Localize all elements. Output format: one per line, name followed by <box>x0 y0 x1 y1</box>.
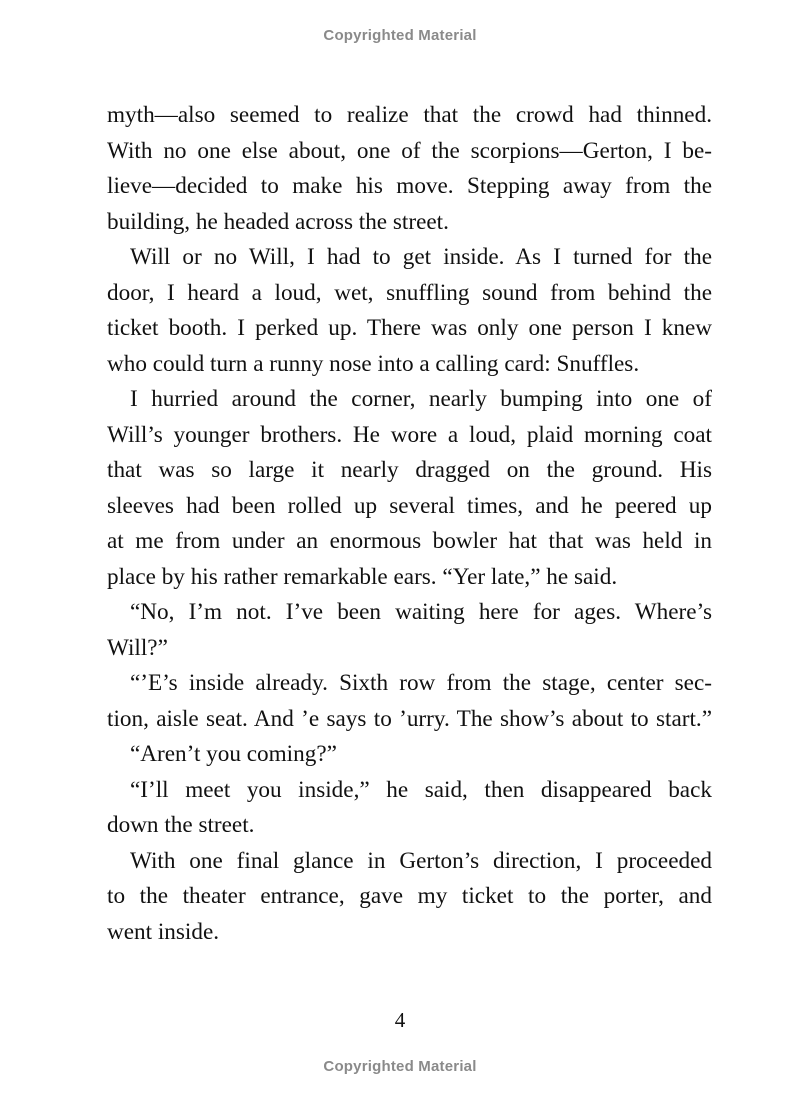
text-line: door, I heard a loud, wet, snuffling sound from behind the <box>107 279 712 306</box>
text-line: “No, I’m not. I’ve been waiting here for ages. Where’s <box>130 599 712 625</box>
text-line: Will?” <box>107 634 168 661</box>
text-line: who could turn a runny nose into a calling card: Snuffles. <box>107 350 640 377</box>
text-line: “I’ll meet you inside,” he said, then disappeared back <box>130 776 712 803</box>
text-line: went inside. <box>107 918 220 945</box>
copyright-watermark-top: Copyrighted Material <box>323 27 477 44</box>
text-line: With one final glance in Gerton’s direction, I proceeded <box>130 847 712 874</box>
text-line: to the theater entrance, gave my ticket to the porter, and <box>107 883 712 909</box>
copyright-watermark-bottom: Copyrighted Material <box>323 1058 477 1075</box>
paragraph <box>107 98 712 240</box>
paragraph <box>107 595 712 666</box>
paragraph <box>107 666 712 737</box>
text-line: sleeves had been rolled up several times, and he peered up <box>107 492 712 519</box>
text-line: building, he headed across the street. <box>107 208 449 235</box>
paragraph <box>107 844 712 951</box>
paragraph <box>107 773 712 844</box>
text-line: Will’s younger brothers. He wore a loud, plaid morning coat <box>107 421 712 448</box>
text-line: that was so large it nearly dragged on the ground. His <box>107 457 712 483</box>
text-line: “Aren’t you coming?” <box>130 741 337 767</box>
text-line: ticket booth. I perked up. There was only one person I knew <box>107 315 712 341</box>
text-line: I hurried around the corner, nearly bumping into one of <box>130 386 712 412</box>
text-line: down the street. <box>107 812 255 838</box>
text-line: “’E’s inside already. Sixth row from the stage, center sec- <box>130 670 712 696</box>
text-line: place by his rather remarkable ears. “Yer late,” he said. <box>107 563 618 590</box>
text-line: lieve—decided to make his move. Stepping away from the <box>107 173 712 199</box>
paragraph <box>107 737 712 773</box>
text-line: tion, aisle seat. And ’e says to ’urry. The show’s about to start.” <box>107 705 712 732</box>
text-line: With no one else about, one of the scorpions—Gerton, I be- <box>107 137 712 164</box>
text-line: myth—also seemed to realize that the crowd had thinned. <box>107 102 712 128</box>
text-line: at me from under an enormous bowler hat that was held in <box>107 528 712 554</box>
paragraph <box>107 382 712 595</box>
page-body <box>107 98 712 950</box>
text-line: Will or no Will, I had to get inside. As I turned for the <box>130 244 712 270</box>
page-number: 4 <box>394 1008 406 1032</box>
paragraph <box>107 240 712 382</box>
